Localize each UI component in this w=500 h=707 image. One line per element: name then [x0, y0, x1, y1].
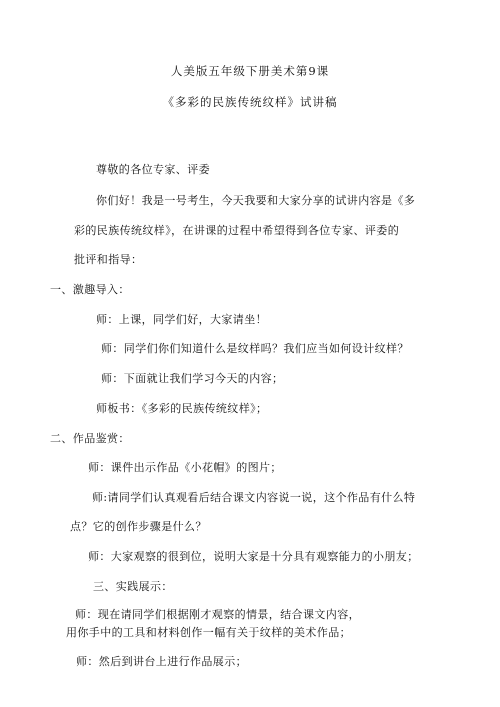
- section-heading: 三、实践展示：: [93, 580, 173, 593]
- paragraph-line: 师：课件出示作品《小花帽》的图片；: [88, 461, 282, 474]
- paragraph-line: 你们好！我是一号考生，今天我要和大家分享的试讲内容是《多: [96, 194, 416, 207]
- document-subtitle: 《多彩的民族传统纹样》试讲稿: [162, 95, 338, 109]
- greeting-line: 尊敬的各位专家、评委: [96, 163, 210, 176]
- paragraph-line: 师:请同学们认真观看后结合课文内容说一说，这个作品有什么特: [92, 491, 416, 504]
- paragraph-line: 师：然后到讲台上进行作品展示；: [76, 655, 247, 668]
- paragraph-line: 批评和指导：: [74, 253, 143, 266]
- paragraph-line: 用你手中的工具和材料创作一幅有关于纹样的美术作品；: [66, 626, 351, 639]
- paragraph-line: 点？它的创作步骤是什么？: [70, 520, 207, 533]
- paragraph-line: 师：同学们你们知道什么是纹样吗？我们应当如何设计纹样？: [101, 342, 409, 355]
- paragraph-line: 师：上课，同学们好，大家请坐！: [96, 313, 267, 326]
- paragraph-line: 师：下面就让我们学习今天的内容；: [101, 372, 284, 385]
- paragraph-line: 师：现在请同学们根据刚才观察的情景，结合课文内容，: [75, 608, 360, 621]
- section-heading: 二、作品鉴赏：: [50, 432, 130, 445]
- document-title: 人美版五年级下册美术第9课: [170, 64, 330, 78]
- paragraph-line: 师：大家观察的很到位，说明大家是十分具有观察能力的小朋友；: [88, 550, 419, 563]
- section-heading: 一、激趣导入：: [50, 283, 130, 296]
- paragraph-line: 彩的民族传统纹样》，在讲课的过程中希望得到各位专家、评委的: [74, 224, 400, 237]
- paragraph-line: 师板书：《多彩的民族传统纹样》；: [96, 402, 268, 415]
